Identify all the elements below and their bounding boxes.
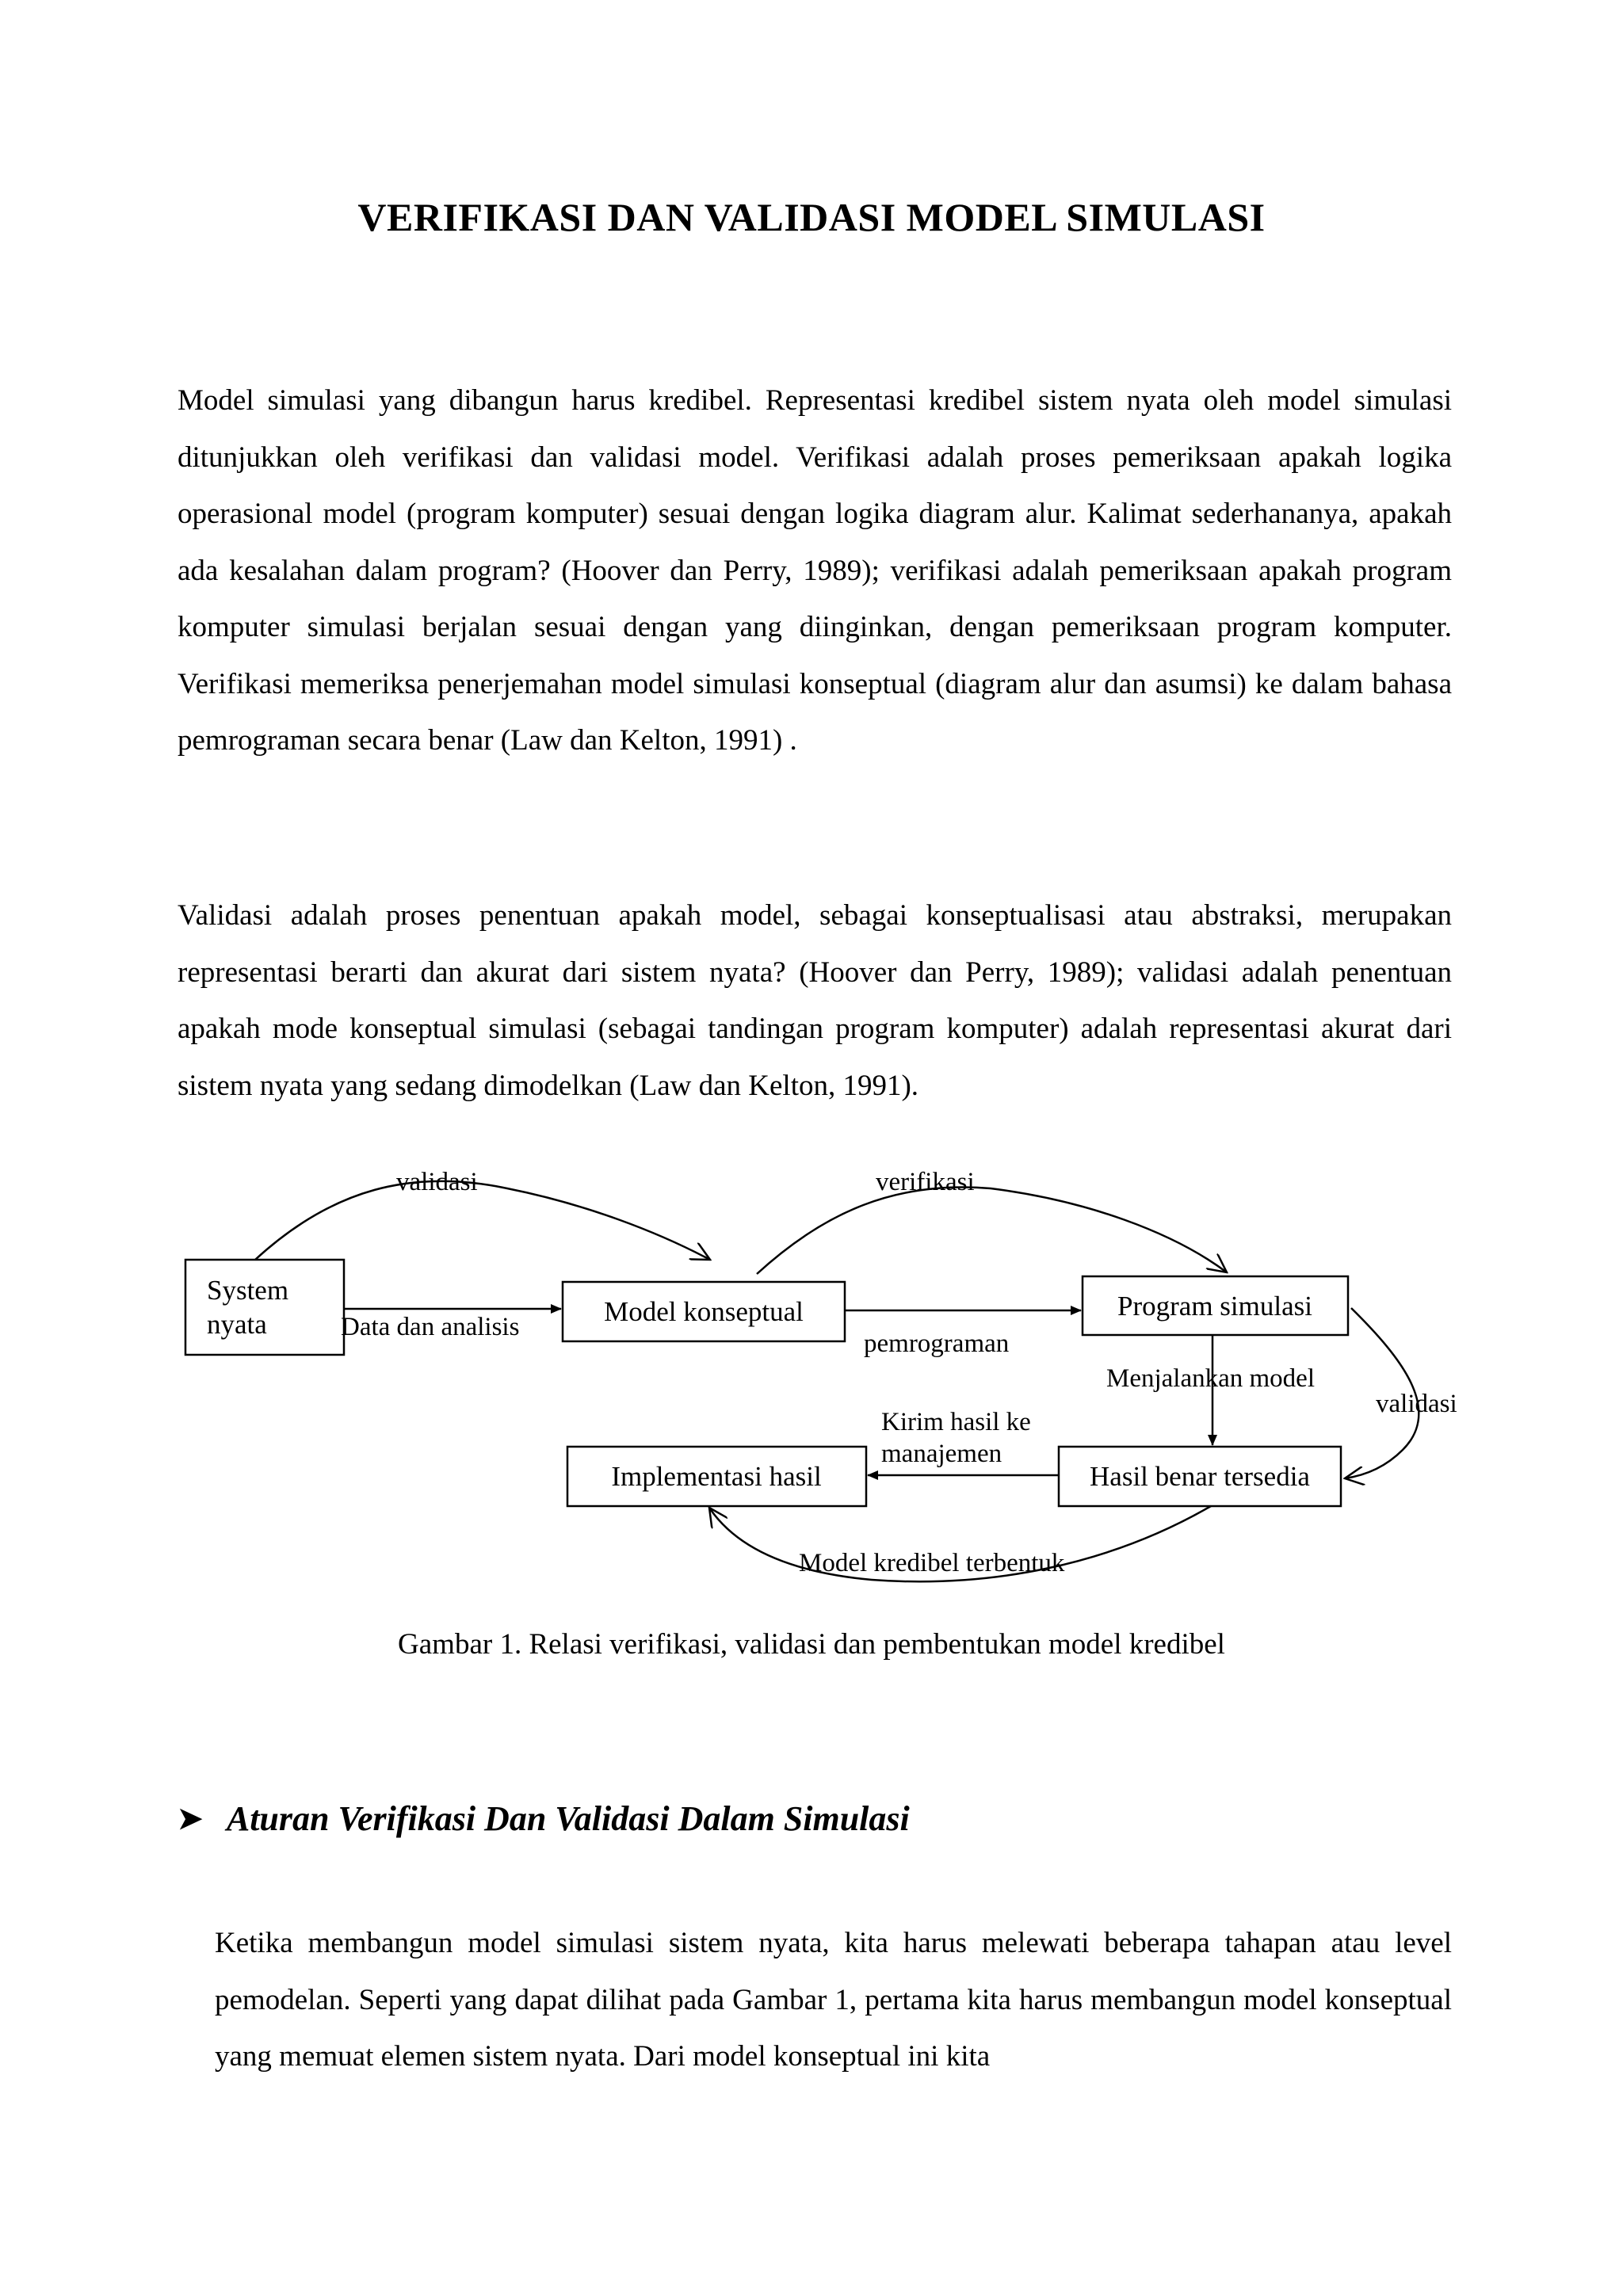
curve-validasi-top [255, 1181, 710, 1260]
paragraph-text: Model simulasi yang dibangun harus kredibel. Representasi kredibel sistem nyata oleh model simulasi ditunjukkan oleh verifikasi dan validasi model. Verifikasi adalah proses pemeriksaan apakah logika operasional model (program komputer) sesuai dengan logika diagram alur. Kalimat sederhananya, apakah ada kesalahan dalam program? (Hoover dan Perry, 1989); verifikasi adalah pemeriksaan apakah program komputer simulasi berjalan sesuai dengan yang diinginkan, dengan pemeriksaan program komputer. Verifikasi memeriksa penerjemahan model simulasi konseptual (diagram alur dan asumsi) ke dalam bahasa pemrograman secara benar (Law dan Kelton, 1991) . [178, 384, 1452, 757]
section-heading-text: Aturan Verifikasi Dan Validasi Dalam Simulasi [226, 1799, 910, 1838]
section-heading [178, 1798, 910, 1839]
label-pemrograman: pemrograman [864, 1329, 1010, 1358]
label-kirim-line2: manajemen [881, 1440, 1002, 1468]
label-validasi-top: validasi [396, 1168, 478, 1196]
figure-caption: Gambar 1. Relasi verifikasi, validasi dan pembentukan model kredibel [398, 1628, 1225, 1661]
box-implementasi-text: Implementasi hasil [611, 1461, 822, 1492]
curve-verifikasi-top [757, 1187, 1227, 1274]
label-validasi-right: validasi [1376, 1390, 1457, 1418]
label-data-analisis: Data dan analisis [341, 1313, 520, 1341]
label-verifikasi-top: verifikasi [876, 1168, 975, 1196]
label-menjalankan: Menjalankan model [1106, 1364, 1316, 1393]
paragraph-text: Ketika membangun model simulasi sistem nyata, kita harus melewati beberapa tahapan atau level pemodelan. Seperti yang dapat dilihat pada Gambar 1, pertama kita harus membangun model konseptual yang memuat elemen sistem nyata. Dari model konseptual ini kita [215, 1927, 1452, 2073]
label-kredibel: Model kredibel terbentuk [799, 1549, 1065, 1577]
box-program-text: Program simulasi [1117, 1291, 1312, 1322]
box-system-line1: System [207, 1275, 289, 1306]
box-system-line2: nyata [207, 1309, 267, 1340]
paragraph-text: Validasi adalah proses penentuan apakah model, sebagai konseptualisasi atau abstraksi, merupakan representasi berarti dan akurat dari sistem nyata? (Hoover dan Perry, 1989); validasi adalah penentuan apakah mode konseptual simulasi (sebagai tandingan program komputer) adalah representasi akurat dari sistem nyata yang sedang dimodelkan (Law dan Kelton, 1991). [178, 899, 1452, 1102]
paragraph-aturan [215, 1915, 1452, 2085]
box-model-text: Model konseptual [604, 1296, 804, 1327]
label-kirim-line1: Kirim hasil ke [881, 1408, 1031, 1436]
box-hasil-text: Hasil benar tersedia [1090, 1461, 1310, 1492]
arrowhead-bullet-icon: ➤ [178, 1802, 203, 1836]
page-title: VERIFIKASI DAN VALIDASI MODEL SIMULASI [357, 195, 1266, 239]
box-system-nyata [185, 1260, 344, 1355]
